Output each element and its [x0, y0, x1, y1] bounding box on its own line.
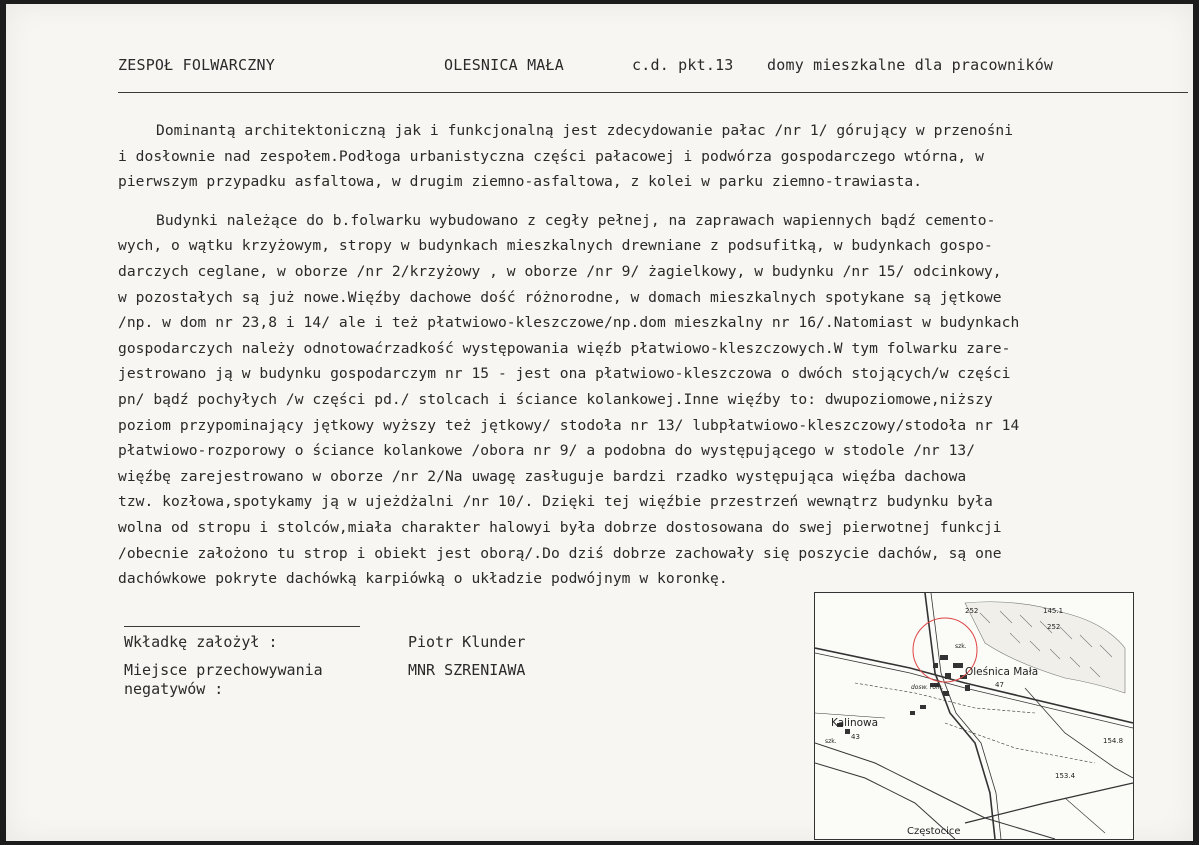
author-label: Wkładkę założył : — [124, 633, 278, 651]
paragraph-1 — [118, 118, 1188, 195]
map-label-south: Częstocice — [907, 826, 961, 837]
storage-label: Miejsce przechowywania — [124, 661, 323, 679]
footer-divider — [124, 626, 360, 627]
text-line: pn/ bądź pochyłych /w części pd./ stolcach i ściance kolankowej.Inne więźby to: dwupoziomowe,niższy — [118, 390, 993, 408]
map-drawing — [815, 593, 1133, 839]
header-description: domy mieszkalne dla pracowników — [767, 56, 1054, 74]
author-value: Piotr Klunder — [408, 633, 526, 651]
storage-value: MNR SZRENIAWA — [408, 661, 526, 679]
map-elev: 252 — [965, 607, 979, 615]
map-tiny-label: szk. — [955, 643, 967, 650]
text-line: wych, o wątku krzyżowym, stropy w budynkach mieszkalnych drewniane z podsufitką, w budynkach gospo- — [118, 237, 993, 255]
text-line: więźbę zarejestrowano w oborze /nr 2/Na uwagę zasługuje bardzi rzadko występująca więźba dachowa — [118, 467, 967, 485]
map-label-main: Oleśnica Mała — [965, 666, 1039, 678]
forest-area — [965, 602, 1125, 693]
text-line: gospodarczych należy odnotowaćrzadkość występowania więźb płatwiowo-kleszczowych.W tym folwarku zare- — [118, 339, 1011, 357]
text-line: i dosłownie nad zespołem.Podłoga urbanistyczna części pałacowej i podwórza gospodarczego wtórna, w — [118, 147, 984, 165]
header-complex-title: ZESPOŁ FOLWARCZNY — [118, 56, 275, 74]
map-elev: 154.8 — [1103, 737, 1124, 745]
text-line: darczych ceglane, w oborze /nr 2/krzyżowy , w oborze /nr 9/ żagielkowy, w budynku /nr 15/ odcinkowy, — [118, 262, 1002, 280]
paragraph-2 — [118, 208, 1188, 592]
location-map — [814, 592, 1134, 840]
map-tiny-label: szk. — [825, 738, 837, 745]
text-line: wolna od stropu i stolców,miała charakter halowyi była dobrze dostosowana do swej pierwotnej funkcji — [118, 518, 1002, 536]
text-line: pierwszym przypadku asfaltowa, w drugim ziemno-asfaltowa, z kolei w parku ziemno-trawiasta. — [118, 173, 923, 191]
header-divider — [118, 92, 1188, 93]
map-tiny-label: dosw. roln. — [911, 684, 944, 691]
header-location: OLESNICA MAŁA — [444, 56, 564, 74]
text-line: Dominantą architektoniczną jak i funkcjonalną jest zdecydowanie pałac /nr 1/ górujący w przenośni — [156, 122, 1014, 139]
map-elev: 47 — [995, 681, 1004, 689]
text-line: /obecnie założono tu strop i obiekt jest oborą/.Do dziś dobrze zachowały się poszycie dachów, są one — [118, 544, 1002, 562]
header-reference: c.d. pkt.13 — [632, 56, 734, 74]
document-body — [118, 118, 1188, 592]
document-card — [6, 4, 1193, 841]
text-line: /np. w dom nr 23,8 i 14/ ale i też płatwiowo-kleszczowe/np.dom mieszkalny nr 16/.Natomiast w budynkach — [118, 314, 1020, 332]
map-elev: 153.4 — [1055, 772, 1076, 780]
map-elev: 252 — [1047, 623, 1061, 631]
text-line: Budynki należące do b.folwarku wybudowano z cegły pełnej, na zaprawach wapiennych bądź cemento- — [156, 211, 996, 229]
map-elev: 145.1 — [1043, 607, 1064, 615]
text-line: płatwiowo-rozporowy o ściance kolankowe /obora nr 9/ a podobna do występującego w stodole /nr 13/ — [118, 442, 976, 460]
storage-label-cont: negatywów : — [124, 680, 224, 698]
map-label-west: Kalinowa — [831, 717, 879, 729]
text-line: tzw. kozłowa,spotykamy ją w ujeżdżalni /nr 10/. Dzięki tej więźbie przestrzeń wewnątrz budynku była — [118, 493, 993, 511]
text-line: poziom przypominający jętkowy wyższy też jętkowy/ stodoła nr 13/ lubpłatwiowo-kleszczowy/stodoła nr 14 — [118, 416, 1020, 434]
text-line: jestrowano ją w budynku gospodarczym nr 15 - jest ona płatwiowo-kleszczowa o dwóch stojących/w części — [118, 365, 1011, 383]
text-line: w pozostałych są już nowe.Więźby dachowe dość różnorodne, w domach mieszkalnych spotykane są jętkowe — [118, 288, 1002, 306]
map-elev: 43 — [851, 733, 860, 741]
text-line: dachówkowe pokryte dachówką karpiówką o układzie podwójnym w koronkę. — [118, 570, 728, 588]
